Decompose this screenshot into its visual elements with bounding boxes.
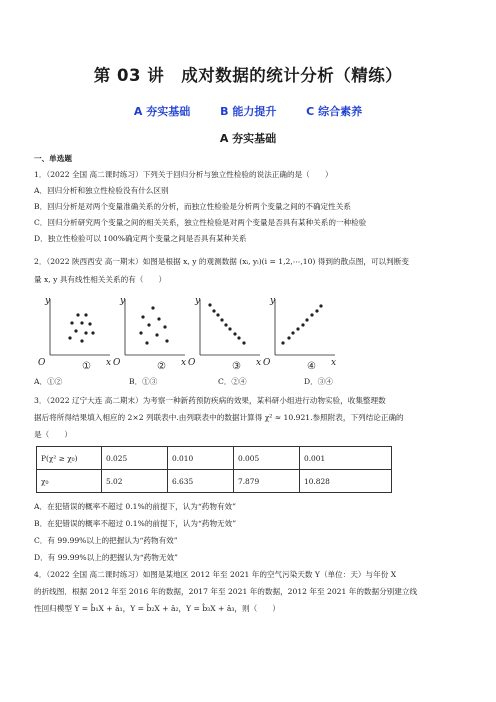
section-a-link[interactable]: A 夯实基础 <box>133 105 191 118</box>
q4-stem-line2: 的折线图．根据 2012 年至 2016 年的数据，2017 年至 2021 年的数据，2012 年至 2021 年的数据分别建立线 <box>34 587 418 596</box>
scatter-plot-3 <box>188 296 261 372</box>
q2-option-c: C．②④ <box>218 377 247 386</box>
q2-option-b: B．①③ <box>129 377 158 386</box>
q1-option-b: B．回归分析是对两个变量准确关系的分析，而独立性检验是分析两个变量之间的不确定性关系 <box>34 202 351 211</box>
section-b-link[interactable]: B 能力提升 <box>220 105 277 118</box>
plot3-origin: O <box>188 358 196 368</box>
q2-stem-line1: 2．（2022 陕西西安 高一期末）如图是根据 x, y 的观测数据 (xᵢ, yᵢ)(i = 1,2,⋯,10) 得到的散点图，可以判断变 <box>34 257 409 266</box>
table-cell: 0.025 <box>102 447 168 470</box>
section-c-link[interactable]: C 综合素养 <box>306 105 363 118</box>
plot4-number: ④ <box>307 361 316 372</box>
plot2-x-label: x <box>181 358 187 368</box>
q1-option-c: C．回归分析研究两个变量之间的相关关系，独立性检验是对两个变量是否具有某种关系的一种检验 <box>34 218 367 227</box>
q2-option-a: A．①② <box>34 377 63 386</box>
q1-option-a: A．回归分析和独立性检验没有什么区别 <box>34 186 169 195</box>
q3-stem-line1: 3．（2022 辽宁大连 高二期末）为考察一种新药预防疾病的效果，某科研小组进行动物实验，收集整理数 <box>34 396 386 405</box>
plot3-y-label: y <box>195 296 201 306</box>
q1-stem: 1．（2022 全国 高二课时练习）下列关于回归分析与独立性检验的说法正确的是（ ） <box>34 170 333 179</box>
table-cell: χ₀ <box>37 470 102 493</box>
q3-stem-line2: 据后将所得结果填入相应的 2×2 列联表中.由列联表中的数据计算得 χ² ≈ 10.921.参照附表，下列结论正确的 <box>34 413 404 422</box>
table-cell: 7.879 <box>234 470 300 493</box>
plot4-origin: O <box>263 358 271 368</box>
scatter-plots-figure <box>38 293 338 373</box>
table-cell: 0.010 <box>168 447 234 470</box>
q3-option-c: C．有 99.99%以上的把握认为“药物有效” <box>34 536 178 545</box>
plot3-x-label: x <box>256 358 262 368</box>
plot4-x-label: x <box>331 358 337 368</box>
q3-stem-line3: 是（ ） <box>34 430 72 439</box>
table-cell: 10.828 <box>300 470 392 493</box>
q2-stem-line2: 量 x, y 具有线性相关关系的有（ ） <box>34 275 167 284</box>
page-title: 第 03 讲 成对数据的统计分析（精练） <box>93 66 403 85</box>
table-cell: P(χ² ≥ χ₀) <box>37 447 102 470</box>
scatter-plot-4 <box>263 296 336 372</box>
scatter-plot-1 <box>38 296 111 372</box>
table-cell: 6.635 <box>168 470 234 493</box>
plot1-number: ① <box>82 361 91 372</box>
table-cell: 5.02 <box>102 470 168 493</box>
plot1-origin: O <box>38 358 46 368</box>
table-cell: 0.001 <box>300 447 392 470</box>
plot1-y-label: y <box>45 296 51 306</box>
q3-option-d: D．有 99.99%以上的把握认为“药物无效” <box>34 553 178 562</box>
table-row <box>37 447 392 470</box>
q3-option-a: A．在犯错误的概率不超过 0.1%的前提下，认为“药物有效” <box>34 502 237 511</box>
section-heading: A 夯实基础 <box>219 132 277 145</box>
q4-stem-line1: 4．（2022 全国 高二课时练习）如图是某地区 2012 年至 2021 年的空气污染天数 Y（单位：天）与年份 X <box>34 570 397 579</box>
q1-option-d: D．独立性检验可以 100%确定两个变量之间是否具有某种关系 <box>34 234 247 243</box>
chi-square-table <box>36 446 392 493</box>
table-cell: 0.005 <box>234 447 300 470</box>
q4-stem-line3: 性回归模型 Y = b̂₁X + â₁，Y = b̂₂X + â₂，Y = b̂₃X + â₃，则（ ） <box>34 604 280 613</box>
q2-option-d: D．③④ <box>304 377 333 386</box>
scatter-plot-2 <box>113 296 186 372</box>
q3-option-b: B．在犯错误的概率不超过 0.1%的前提下，认为“药物无效” <box>34 519 237 528</box>
table-row <box>37 470 392 493</box>
plot2-origin: O <box>113 358 121 368</box>
part-label: 一、单选题 <box>34 154 72 163</box>
plot1-x-label: x <box>106 358 112 368</box>
plot2-number: ② <box>157 361 166 372</box>
plot2-y-label: y <box>120 296 126 306</box>
section-nav <box>0 103 496 119</box>
plot3-number: ③ <box>232 361 241 372</box>
plot4-y-label: y <box>270 296 276 306</box>
